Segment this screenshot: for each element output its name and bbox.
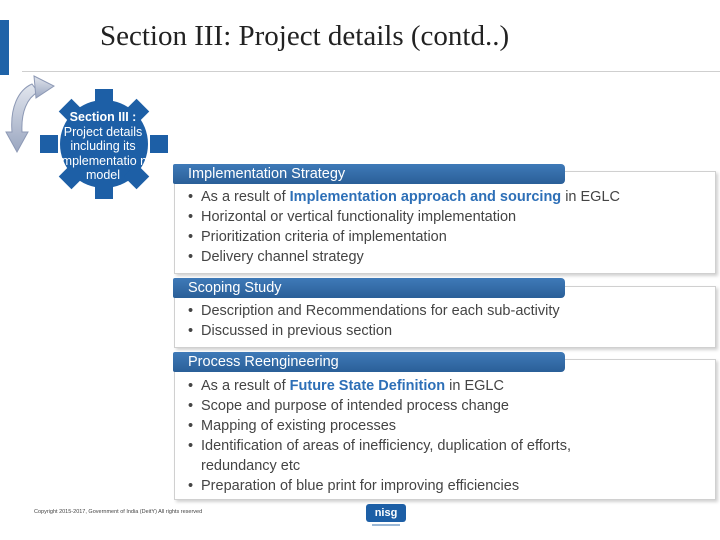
- list-item: • Identification of areas of inefficiency, duplication of efforts, redundancy etc: [188, 436, 618, 476]
- section-header-reengineering: Process Reengineering: [173, 352, 565, 372]
- bullet-list-scoping: [188, 301, 560, 341]
- title-divider: [22, 71, 720, 72]
- list-item: • Prioritization criteria of implementation: [188, 227, 620, 247]
- gear-body: Project details including its implementatio n model: [58, 124, 148, 182]
- list-item: • Mapping of existing processes: [188, 416, 618, 436]
- title-accent-bar: [0, 20, 9, 75]
- copyright-text: Copyright 2015-2017, Government of India (DeitY) All rights reserved: [34, 509, 203, 515]
- list-item: • Horizontal or vertical functionality implementation: [188, 207, 620, 227]
- list-item: • Discussed in previous section: [188, 321, 560, 341]
- list-item: • Delivery channel strategy: [188, 247, 620, 267]
- gear-heading: Section III :: [69, 110, 137, 124]
- list-item: • Scope and purpose of intended process change: [188, 396, 618, 416]
- list-item: • As a result of Future State Definition in EGLC: [188, 376, 618, 396]
- section-header-implementation: Implementation Strategy: [173, 164, 565, 184]
- list-item: • Description and Recommendations for each sub-activity: [188, 301, 560, 321]
- logo-underline: [372, 524, 400, 526]
- bullet-list-reengineering: [188, 376, 618, 496]
- gear-label: [56, 110, 150, 183]
- list-item: • As a result of Implementation approach and sourcing in EGLC: [188, 187, 620, 207]
- bullet-list-implementation: [188, 187, 620, 267]
- page-title: Section III: Project details (contd..): [100, 20, 510, 52]
- list-item: • Preparation of blue print for improving efficiencies: [188, 476, 618, 496]
- section-header-scoping: Scoping Study: [173, 278, 565, 298]
- nisg-logo: nisg: [366, 504, 406, 522]
